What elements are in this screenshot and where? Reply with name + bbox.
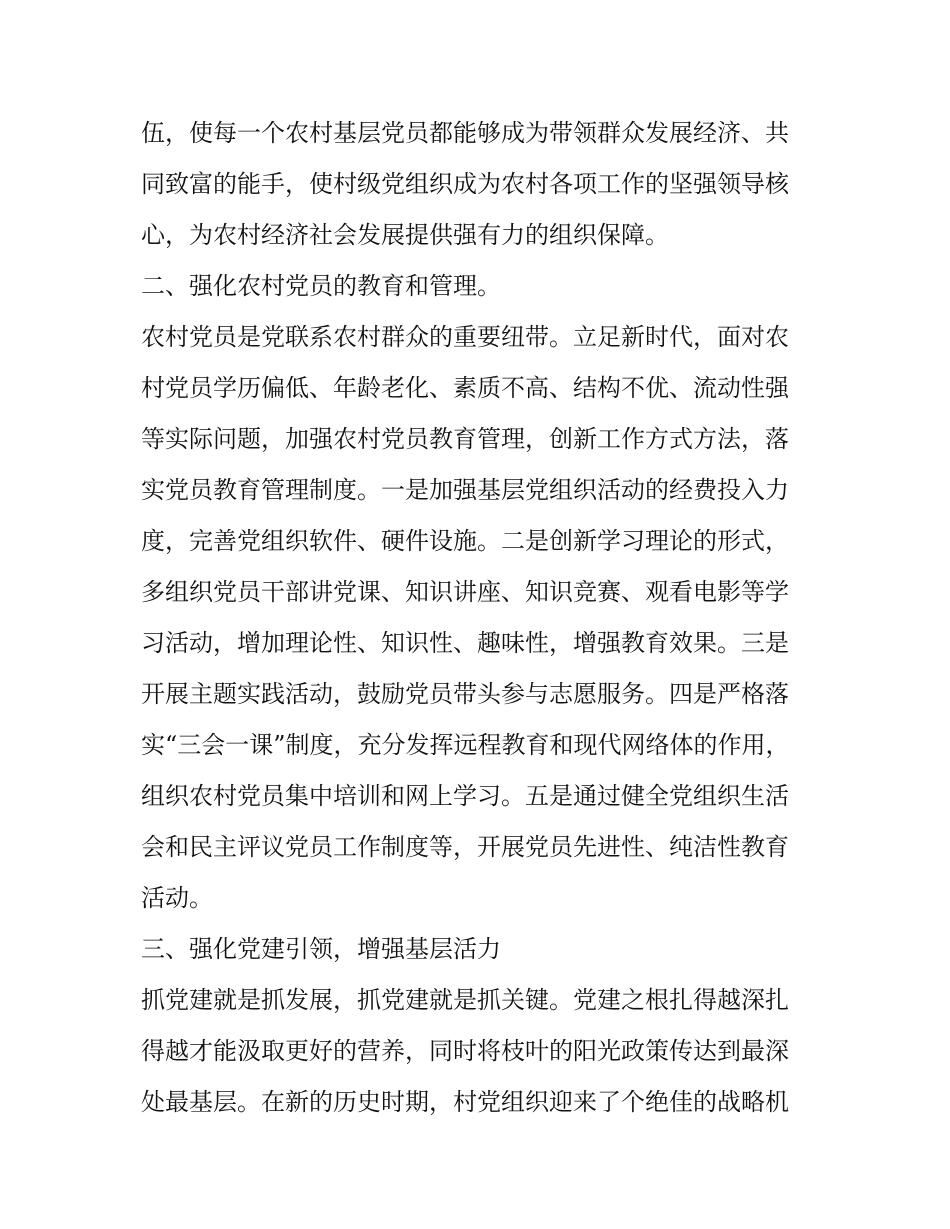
text-line: 活动。 bbox=[141, 884, 213, 912]
text-line: 会和民主评议党员工作制度等，开展党员先进性、纯洁性教育 bbox=[141, 833, 789, 861]
text-line: 度，完善党组织软件、硬件设施。二是创新学习理论的形式， bbox=[141, 527, 789, 555]
text-line: 实党员教育管理制度。一是加强基层党组织活动的经费投入力 bbox=[141, 476, 789, 504]
text-line: 村党员学历偏低、年龄老化、素质不高、结构不优、流动性强 bbox=[141, 374, 789, 402]
document-body bbox=[141, 108, 816, 1128]
section-heading: 三、强化党建引领，增强基层活力 bbox=[141, 935, 501, 963]
text-line: 农村党员是党联系农村群众的重要纽带。立足新时代，面对农 bbox=[141, 323, 789, 351]
section-heading: 二、强化农村党员的教育和管理。 bbox=[141, 272, 501, 300]
text-line: 处最基层。在新的历史时期，村党组织迎来了个绝佳的战略机 bbox=[141, 1088, 789, 1116]
text-line: 得越才能汲取更好的营养，同时将枝叶的阳光政策传达到最深 bbox=[141, 1037, 789, 1065]
text-line: 抓党建就是抓发展，抓党建就是抓关键。党建之根扎得越深扎 bbox=[141, 986, 789, 1014]
text-line: 等实际问题，加强农村党员教育管理，创新工作方式方法，落 bbox=[141, 425, 789, 453]
text-line: 实“三会一课”制度，充分发挥远程教育和现代网络体的作用， bbox=[141, 731, 790, 759]
text-line: 开展主题实践活动，鼓励党员带头参与志愿服务。四是严格落 bbox=[141, 680, 789, 708]
text-line: 习活动，增加理论性、知识性、趣味性，增强教育效果。三是 bbox=[141, 629, 789, 657]
text-line: 同致富的能手，使村级党组织成为农村各项工作的坚强领导核 bbox=[141, 170, 789, 198]
text-line: 组织农村党员集中培训和网上学习。五是通过健全党组织生活 bbox=[141, 782, 789, 810]
text-line: 伍，使每一个农村基层党员都能够成为带领群众发展经济、共 bbox=[141, 119, 789, 147]
text-line: 心，为农村经济社会发展提供强有力的组织保障。 bbox=[141, 221, 669, 249]
text-line: 多组织党员干部讲党课、知识讲座、知识竞赛、观看电影等学 bbox=[141, 578, 789, 606]
